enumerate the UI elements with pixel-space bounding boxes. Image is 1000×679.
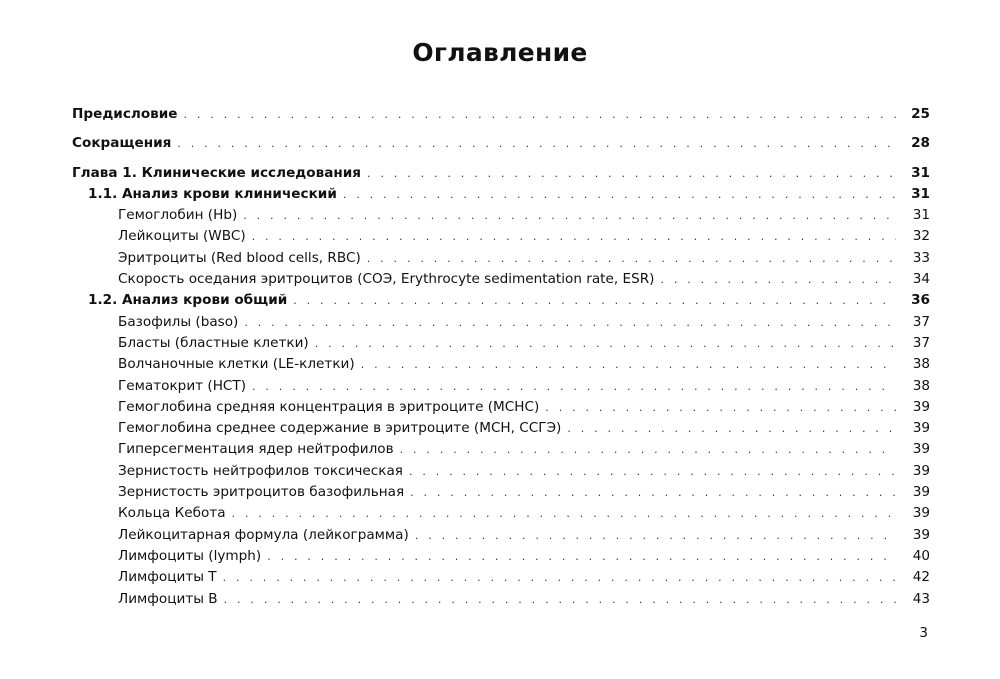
toc-entry-chapter-1[interactable]	[72, 163, 930, 184]
toc-entry-page: 43	[912, 590, 930, 607]
toc-entry-page: 39	[912, 505, 930, 522]
toc-entry-page: 32	[912, 228, 930, 245]
toc-entry-page: 39	[912, 526, 930, 543]
dot-leader	[343, 184, 896, 205]
toc-entry[interactable]	[72, 397, 930, 418]
toc-entry-label: 1.1. Анализ крови клинический	[88, 185, 337, 202]
toc-entry-page: 33	[912, 249, 930, 266]
toc-entry-page: 25	[911, 106, 930, 122]
toc-entry-page: 37	[912, 313, 930, 330]
toc-entry-label: Кольца Кебота	[118, 505, 226, 522]
dot-leader	[409, 461, 896, 482]
toc-entry[interactable]	[72, 418, 930, 439]
toc-entry-abbreviations[interactable]	[72, 133, 930, 154]
dot-leader	[224, 589, 896, 610]
toc-entry-page: 39	[912, 398, 930, 415]
dot-leader	[361, 354, 896, 375]
toc-entry-page: 31	[911, 164, 930, 181]
toc-entry-label: Гематокрит (HCT)	[118, 377, 247, 394]
dot-leader	[410, 482, 896, 503]
toc-entry-label: Глава 1. Клинические исследования	[72, 164, 362, 181]
dot-leader	[315, 333, 896, 354]
toc-entry-page: 42	[912, 569, 930, 586]
toc-entry-label: Гемоглобина среднее содержание в эритроците (MCH, ССГЭ)	[118, 420, 562, 437]
toc-entry-label: Базофилы (baso)	[118, 313, 239, 330]
toc-entry-page: 31	[912, 207, 930, 224]
toc-entry-page: 38	[912, 377, 930, 394]
toc-entry-label: Лейкоциты (WBC)	[118, 228, 246, 245]
dot-leader	[223, 567, 896, 588]
toc-entry-page: 39	[912, 420, 930, 437]
toc-entry-section-1-1[interactable]	[72, 184, 930, 205]
toc-entry[interactable]	[72, 439, 930, 460]
toc-entry-label: Гемоглобина средняя концентрация в эритроците (MCHC)	[118, 398, 540, 415]
dot-leader	[661, 269, 897, 290]
dot-leader	[252, 226, 896, 247]
toc-entry-label: Лимфоциты (lymph)	[118, 547, 262, 564]
dot-leader	[184, 104, 896, 125]
toc-entry-label: Бласты (бластные клетки)	[118, 334, 309, 351]
toc-entry-page: 39	[912, 462, 930, 479]
toc-entry-label: Лимфоциты T	[118, 569, 217, 586]
toc-entry-label: Скорость оседания эритроцитов (СОЭ, Erythrocyte sedimentation rate, ESR)	[118, 271, 655, 288]
toc-entry-preface[interactable]	[72, 104, 930, 125]
dot-leader	[244, 312, 896, 333]
toc-entry-page: 31	[911, 185, 930, 202]
toc-entry[interactable]	[72, 226, 930, 247]
toc-entry[interactable]	[72, 269, 930, 290]
toc-entry-label: Волчаночные клетки (LE-клетки)	[118, 356, 355, 373]
toc-entry-label: 1.2. Анализ крови общий	[88, 292, 288, 309]
toc-entry[interactable]	[72, 248, 930, 269]
toc-entry-page: 39	[912, 441, 930, 458]
dot-leader	[252, 376, 896, 397]
toc-entry[interactable]	[72, 589, 930, 610]
page-title: Оглавление	[412, 38, 588, 67]
dot-leader	[400, 439, 896, 460]
toc-entry-label: Лейкоцитарная формула (лейкограмма)	[118, 526, 409, 543]
toc-entry-label: Предисловие	[72, 106, 178, 122]
toc-entry[interactable]	[72, 525, 930, 546]
toc-entry-page: 28	[911, 135, 930, 152]
toc-entry[interactable]	[72, 205, 930, 226]
toc-entry-label: Гемоглобин (Hb)	[118, 207, 238, 224]
toc-entry-page: 39	[912, 484, 930, 501]
toc-entry-label: Зернистость эритроцитов базофильная	[118, 484, 405, 501]
toc-entry-label: Гиперсегментация ядер нейтрофилов	[118, 441, 394, 458]
dot-leader	[267, 546, 896, 567]
dot-leader	[177, 133, 896, 154]
table-of-contents	[72, 104, 930, 610]
toc-entry-label: Эритроциты (Red blood cells, RBC)	[118, 249, 361, 266]
toc-entry-page: 36	[911, 292, 930, 309]
toc-entry[interactable]	[72, 482, 930, 503]
toc-entry[interactable]	[72, 567, 930, 588]
toc-entry-label: Зернистость нейтрофилов токсическая	[118, 462, 403, 479]
toc-entry[interactable]	[72, 503, 930, 524]
toc-entry-page: 34	[912, 271, 930, 288]
dot-leader	[415, 525, 896, 546]
page-number: 3	[919, 625, 928, 641]
toc-entry-page: 38	[912, 356, 930, 373]
dot-leader	[243, 205, 896, 226]
dot-leader	[367, 248, 896, 269]
toc-entry[interactable]	[72, 312, 930, 333]
dot-leader	[567, 418, 896, 439]
toc-entry-page: 40	[912, 547, 930, 564]
toc-entry[interactable]	[72, 461, 930, 482]
toc-entry-section-1-2[interactable]	[72, 290, 930, 311]
dot-leader	[367, 163, 896, 184]
toc-entry[interactable]	[72, 333, 930, 354]
dot-leader	[232, 503, 896, 524]
toc-entry[interactable]	[72, 376, 930, 397]
toc-entry[interactable]	[72, 354, 930, 375]
dot-leader	[545, 397, 896, 418]
dot-leader	[293, 290, 896, 311]
toc-entry-page: 37	[912, 334, 930, 351]
toc-entry-label: Лимфоциты B	[118, 590, 218, 607]
toc-entry[interactable]	[72, 546, 930, 567]
toc-entry-label: Сокращения	[72, 135, 172, 152]
